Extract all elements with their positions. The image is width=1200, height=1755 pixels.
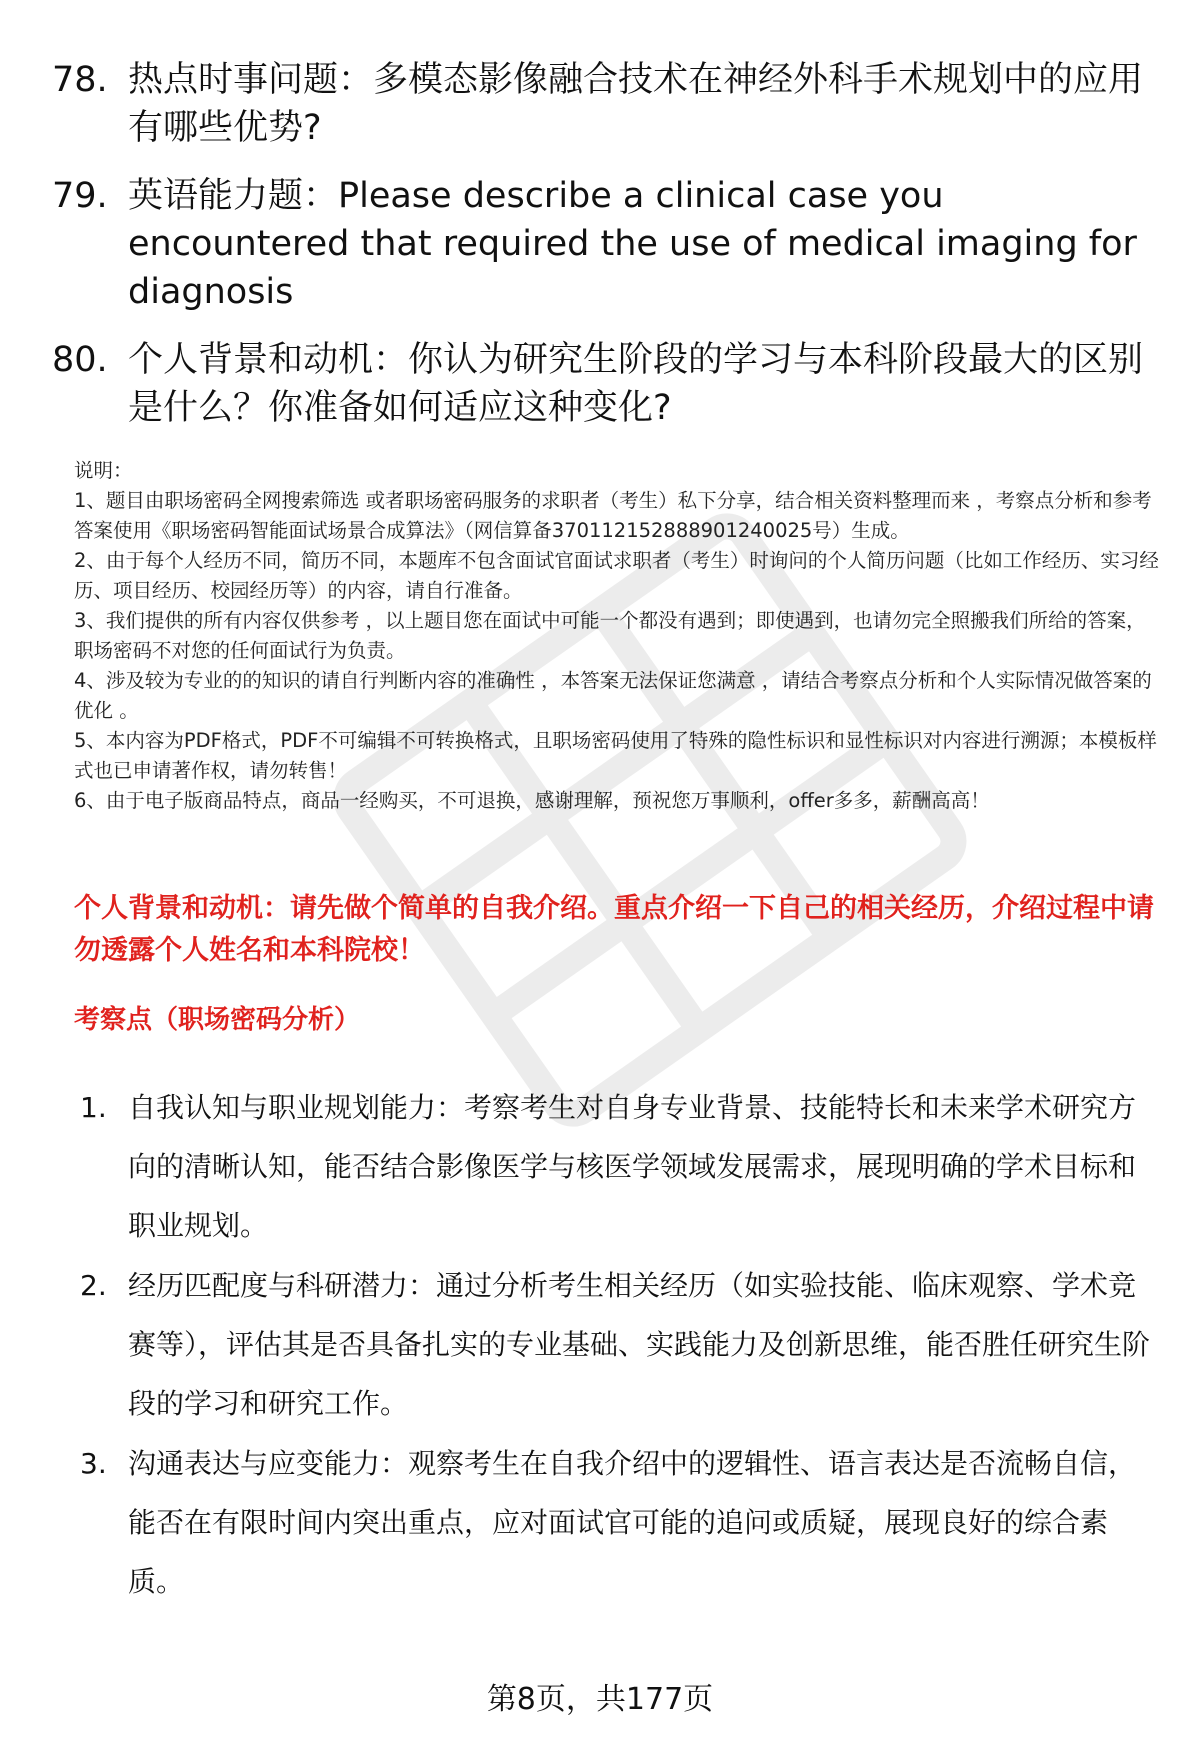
main-question-heading: 个人背景和动机：请先做个简单的自我介绍。重点介绍一下自己的相关经历，介绍过程中请勿透露个人姓名和本科院校！ [74, 893, 1154, 966]
question-number: 78. [52, 60, 108, 100]
question-item [52, 172, 1162, 316]
analysis-point [80, 1434, 1160, 1611]
notes-block [74, 456, 1160, 816]
notes-item: 3、我们提供的所有内容仅供参考 ，以上题目您在面试中可能一个都没有遇到；即使遇到，也请勿完全照搬我们所给的答案，职场密码不对您的任何面试行为负责。 [74, 609, 1146, 662]
question-item [52, 56, 1162, 152]
question-text: 英语能力题：Please describe a clinical case you encountered that required the use of medical imaging for diagnosis [128, 176, 1137, 312]
analysis-title: 考察点（职场密码分析） [74, 1005, 361, 1035]
question-text: 个人背景和动机：你认为研究生阶段的学习与本科阶段最大的区别是什么？你准备如何适应这种变化? [128, 340, 1144, 428]
notes-item: 6、由于电子版商品特点，商品一经购买，不可退换，感谢理解，预祝您万事顺利，offer多多，薪酬高高！ [74, 789, 990, 812]
point-text: 沟通表达与应变能力：观察考生在自我介绍中的逻辑性、语言表达是否流畅自信，能否在有限时间内突出重点，应对面试官可能的追问或质疑，展现良好的综合素质。 [128, 1447, 1137, 1598]
notes-item: 1、题目由职场密码全网搜索筛选 或者职场密码服务的求职者（考生）私下分享，结合相关资料整理而来 ，考察点分析和参考答案使用《职场密码智能面试场景合成算法》（网信算备370112152888901240025号）生成。 [74, 489, 1152, 542]
page-footer: 第8页，共177页 [486, 1682, 714, 1717]
point-number: 2. [80, 1269, 107, 1302]
analysis-point [80, 1256, 1160, 1433]
notes-item: 2、由于每个人经历不同，简历不同，本题库不包含面试官面试求职者（考生）时询问的个人简历问题（比如工作经历、实习经历、项目经历、校园经历等）的内容，请自行准备。 [74, 549, 1159, 602]
question-number: 80. [52, 340, 108, 380]
question-text: 热点时事问题：多模态影像融合技术在神经外科手术规划中的应用有哪些优势? [128, 60, 1144, 148]
analysis-points [80, 1078, 1160, 1612]
notes-title: 说明： [74, 459, 133, 482]
question-number: 79. [52, 176, 108, 216]
notes-item: 5、本内容为PDF格式，PDF不可编辑不可转换格式，且职场密码使用了特殊的隐性标识和显性标识对内容进行溯源；本模板样式也已申请著作权，请勿转售！ [74, 729, 1157, 782]
point-text: 经历匹配度与科研潜力：通过分析考生相关经历（如实验技能、临床观察、学术竞赛等），评估其是否具备扎实的专业基础、实践能力及创新思维，能否胜任研究生阶段的学习和研究工作。 [128, 1269, 1151, 1420]
point-number: 3. [80, 1447, 107, 1480]
question-item [52, 336, 1162, 432]
question-list [52, 56, 1162, 452]
point-text: 自我认知与职业规划能力：考察考生对自身专业背景、技能特长和未来学术研究方向的清晰认知，能否结合影像医学与核医学领域发展需求，展现明确的学术目标和职业规划。 [128, 1091, 1137, 1242]
analysis-point [80, 1078, 1160, 1255]
point-number: 1. [80, 1091, 107, 1124]
notes-item: 4、涉及较为专业的的知识的请自行判断内容的准确性 ，本答案无法保证您满意 ，请结合考察点分析和个人实际情况做答案的优化 。 [74, 669, 1152, 722]
